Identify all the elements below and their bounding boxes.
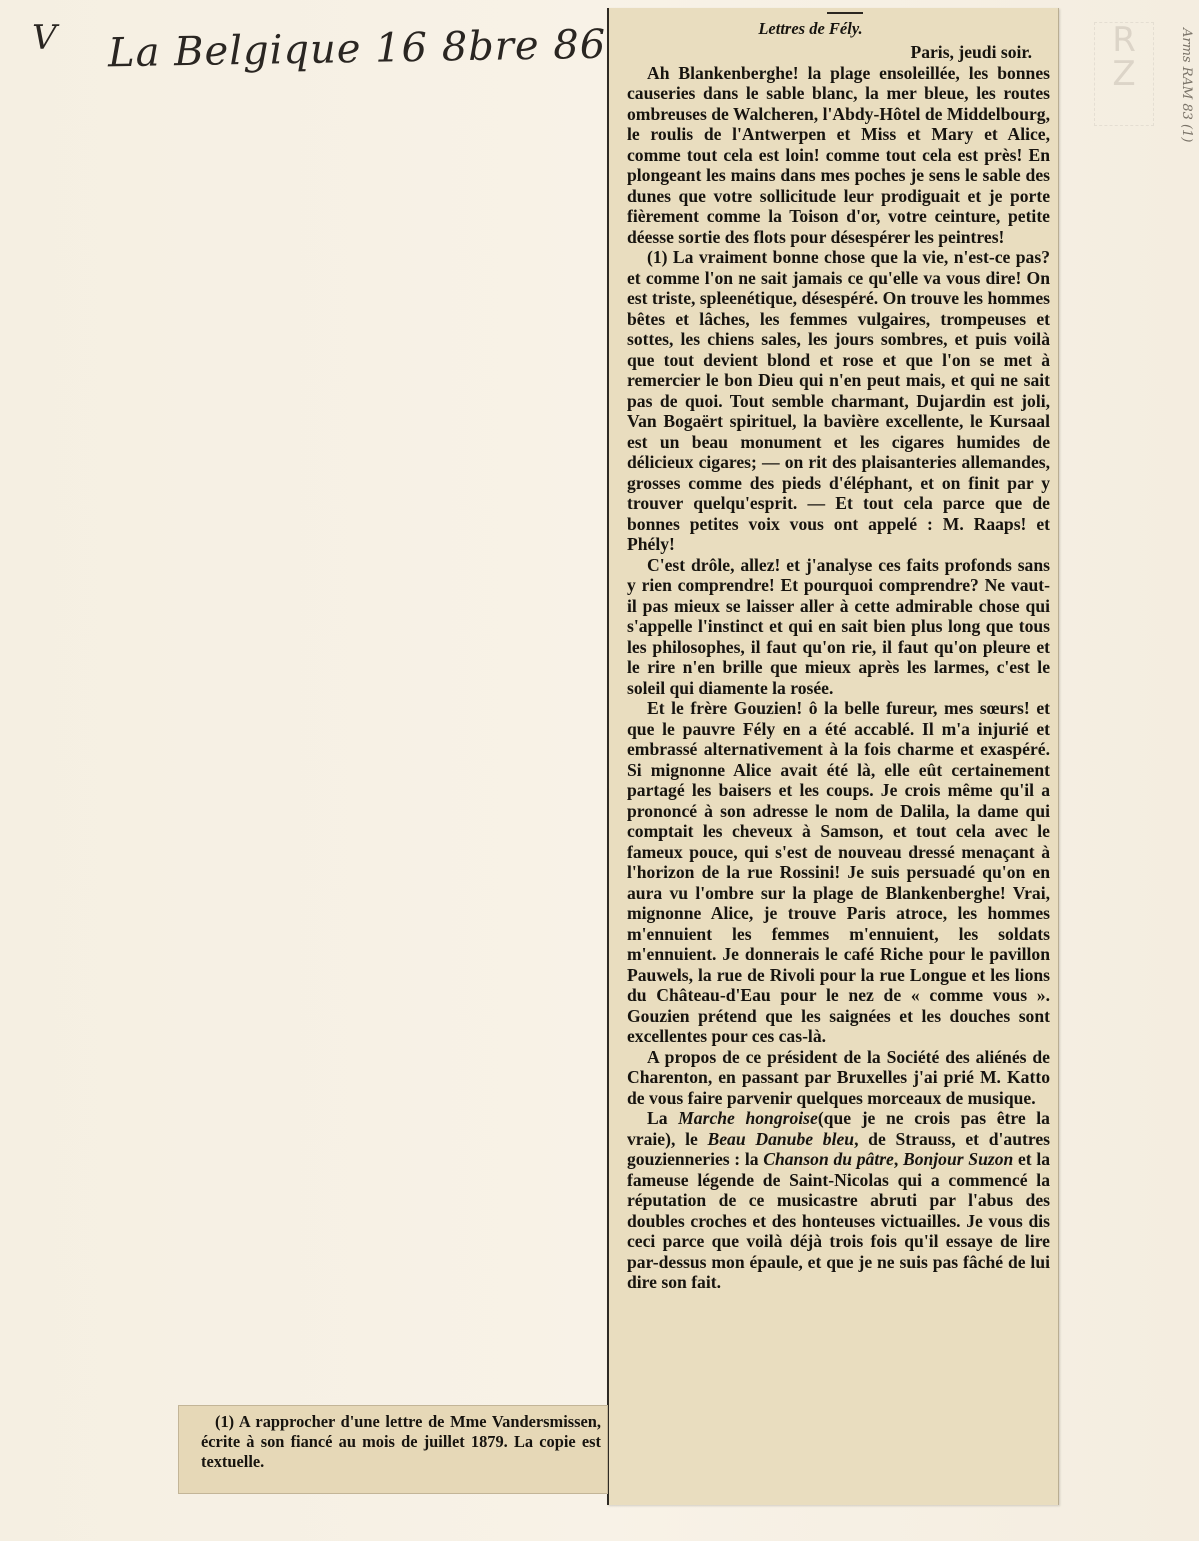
side-note-text: Arms RAM 83 (1) <box>1179 28 1194 143</box>
text-run: , <box>893 1149 903 1169</box>
text-run: , de Strauss, et d'autres gouzienneries : la <box>627 1128 1051 1169</box>
italic-title: Marche hongroise <box>678 1108 818 1128</box>
footnote-text: (1) A rapprocher d'une lettre de Mme Vandersmissen, écrite à son fiancé au mois de juillet 1879. La copie est textuelle. <box>201 1412 601 1471</box>
article-paragraph: (1) La vraiment bonne chose que la vie, n'est-ce pas? et comme l'on ne sait jamais ce qu'elle va vous dire! On est triste, spleenétique, désespéré. On trouve les hommes bêtes et lâches, les femmes vulgaires, trompeuses et sottes, les chiens sales, les jours sombres, et puis voilà que tout devient blond et rose et que l'on se met à remercier le bon Dieu qui n'en peut mais, et qui ne sait pas de quoi. Tout semble charmant, Dujardin est joli, Van Bogaërt spirituel, la bavière excellente, le Kursaal est un beau monument et les cigares humides de délicieux cigares; — on rit des plaisanteries allemandes, grosses comme des pieds d'éléphant, et on finit par y trouver quelqu'esprit. — Et tout cela parce que de bonnes petites voix vous ont appelé : M. Raaps! et Phély! <box>627 247 1050 554</box>
italic-title: Chanson du pâtre <box>763 1149 894 1169</box>
stamp-glyph: Z <box>1112 54 1136 94</box>
text-run: La <box>647 1108 679 1128</box>
stamp-glyph: R <box>1112 20 1136 60</box>
article-paragraph: Ah Blankenberghe! la plage ensoleillée, les bonnes causeries dans le sable blanc, la mer bleue, les routes ombreuses de Walcheren, l'Abdy-Hôtel de Middelbourg, le roulis de l'Antwerpen et Miss et Mary et Alice, comme tout cela est loin! comme tout cela est près! En plongeant les mains dans mes poches je sens le sable des dunes que votre sollicitude leur prodiguait et je porte fièrement comme la Toison d'or, votre ceinture, petite déesse sortie des flots pour désespérer les peintres! <box>627 62 1050 247</box>
text-run: et la fameuse légende de Saint-Nicolas qui a commencé la réputation de ce musicastre abruti par l'abus des doubles croches et des honteuses victuailles. Je vous dis ceci parce que voilà déjà trois fois qu'il essaye de lire par-dessus mon épaule, et que je ne suis pas fâché de lui dire son fait. <box>627 1149 1051 1292</box>
handwritten-source-note: La Belgique 16 8bre 86 <box>107 21 607 77</box>
article-paragraph-last <box>627 1108 1050 1293</box>
italic-title: Bonjour Suzon <box>902 1149 1014 1169</box>
article-paragraph: A propos de ce président de la Société des aliénés de Charenton, en passant par Bruxelles j'ai prié M. Katto de vous faire parvenir quelques morceaux de musique. <box>627 1046 1050 1108</box>
article-heading: Lettres de Fély. <box>758 19 863 38</box>
article-paragraph: Et le frère Gouzien! ô la belle fureur, mes sœurs! et que le pauvre Fély en a été accablé. Il m'a injurié et embrassé alternativement à la fois charme et exaspéré. Si mignonne Alice avait été là, elle eût certainement partagé les baisers et les coups. Je crois même qu'il a prononcé à son adresse le nom de Dalila, la dame qui comptait les cheveux à Samson, et tout cela avec le fameux pouce, qui s'est de nouveau dressé menaçant à l'horizon de la rue Rossini! Je suis persuadé qu'on en aura vu l'ombre sur la plage de Blankenberghe! Vrai, mignonne Alice, je trouve Paris atroce, les hommes m'ennuient les femmes m'ennuient, les soldats m'ennuient. Je donnerais le café Riche pour le pavillon Pauwels, la rue de Rivoli pour la rue Longue et les lions du Château-d'Eau pour le nez de « comme vous ». Gouzien prétend que les saignées et les douches sont excellentes pour ces cas-là. <box>627 698 1050 1046</box>
heading-rule <box>827 12 863 14</box>
text-run: (que je ne crois pas être la vraie), le <box>627 1108 1050 1149</box>
handwritten-checkmark: V <box>32 18 57 58</box>
newspaper-clipping <box>607 8 1059 1505</box>
article-dateline: Paris, jeudi soir. <box>910 42 1032 62</box>
footnote-clipping <box>178 1405 608 1494</box>
article-paragraph: C'est drôle, allez! et j'analyse ces faits profonds sans y rien comprendre! Et pourquoi comprendre? Ne vaut-il pas mieux se laisser aller à cette admirable chose qui s'appelle l'instinct et qui en sait bien plus long que tous les philosophes, il faut qu'on rie, il faut qu'on pleure et le rire n'en brille que mieux après les larmes, c'est le soleil qui diamente la rosée. <box>627 554 1050 698</box>
italic-title: Beau Danube bleu <box>707 1128 855 1149</box>
embossed-stamp <box>1094 22 1154 126</box>
archive-side-note <box>1170 28 1194 168</box>
